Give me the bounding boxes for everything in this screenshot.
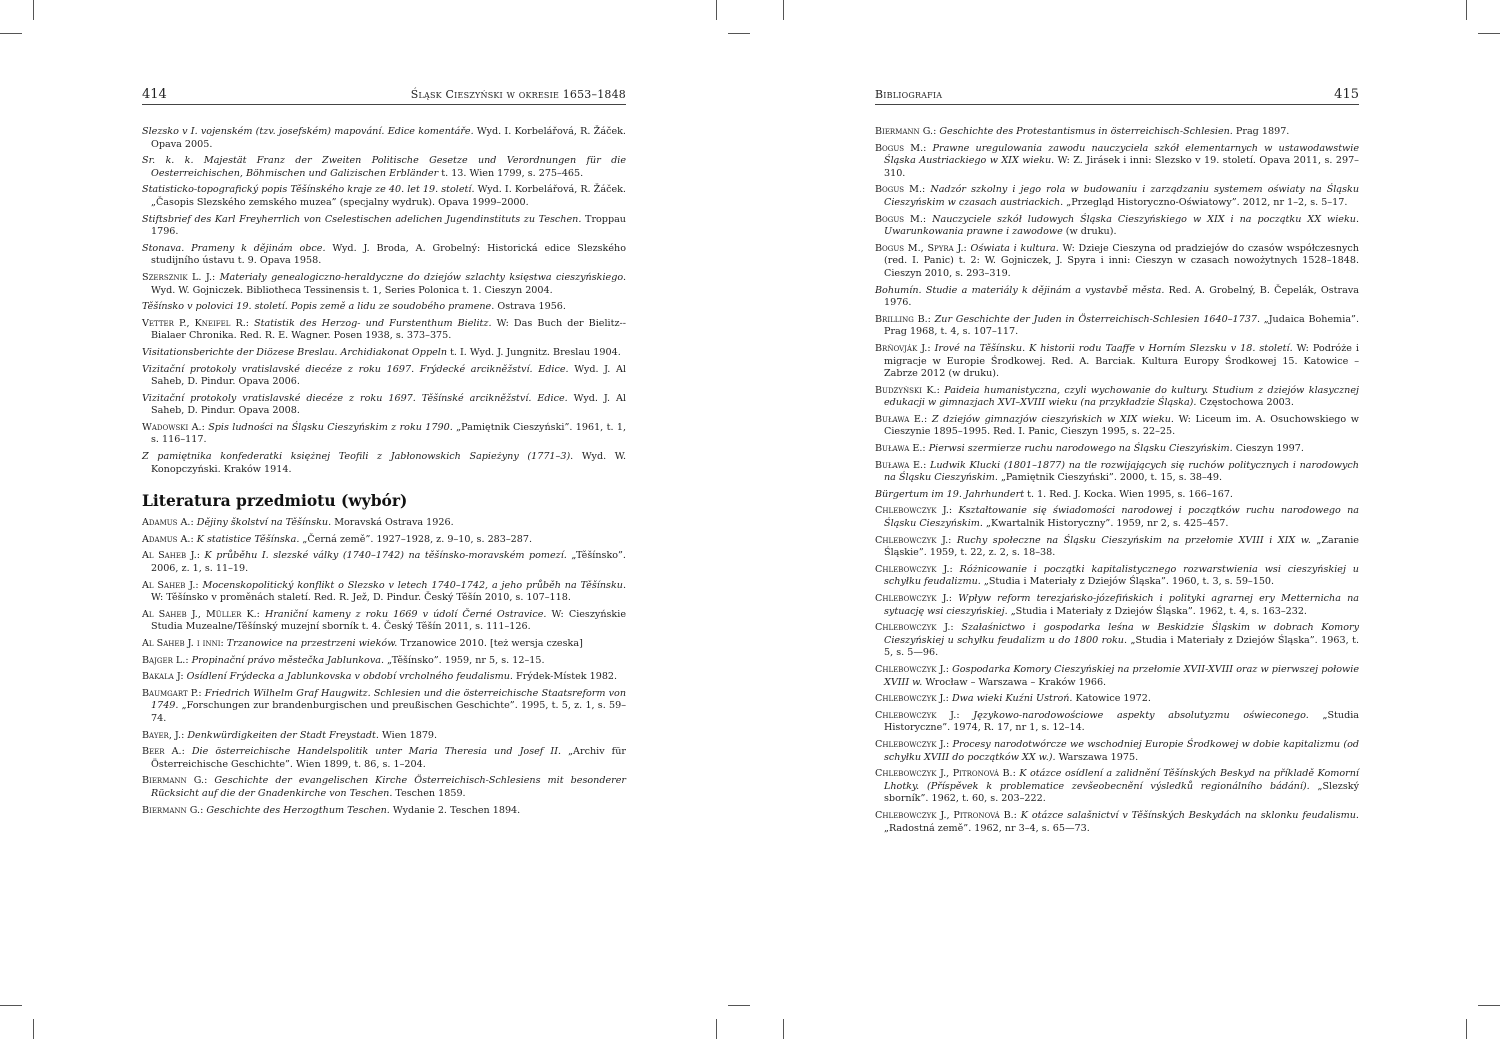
entry-author: Bayer, J.: <box>142 729 188 741</box>
crop-mark <box>716 0 717 20</box>
entry-author: Baumgart P.: <box>142 687 205 699</box>
entry-title: K průběhu I. slezské války (1740–1742) na těšínsko-moravském pomezí. <box>204 550 567 562</box>
entry-author: Chlebowczyk J.: <box>875 693 952 705</box>
entry-title: K otázce salašnictví v Těšínských Beskydách na sklonku feudalismu. <box>1020 809 1359 821</box>
entry-author: Buława E.: <box>875 443 929 455</box>
entry-details: Wien 1879. <box>378 729 438 741</box>
bibliography-entry <box>875 214 1359 239</box>
bibliography-entry <box>142 775 626 800</box>
entry-title: Dwa wieki Kuźni Ustroń. <box>951 693 1073 705</box>
entry-author: Vetter P., Kneifel R.: <box>142 317 255 329</box>
entry-title: Mocenskopolitický konflikt o Slezsko v letech 1740–1742, a jeho průběh na Těšínsku. <box>202 579 626 591</box>
entry-title: Materiały genealogiczno-heraldyczne do dziejów szlachty księstwa cieszyńskiego. <box>219 271 627 283</box>
crop-mark <box>728 1005 750 1006</box>
crop-mark <box>1478 1005 1500 1006</box>
entry-title: Paideia humanistyczna, czyli wychowanie do kultury. Studium z dziejów klasycznej edukacji w gimnazjach XVI–XVIII wieku (na przykładzie Śląska). <box>884 384 1359 409</box>
entry-details: „Archiv für Österreichische Geschichte”. Wien 1899, t. 86, s. 1–204. <box>151 746 626 770</box>
entry-title: K otázce osídlení a zalidnění Těšínských Beskyd na příkladě Komorní Lhotky. (Příspěvek k problematice zevšeobecnění výsledků regionálního bádání). <box>884 768 1359 792</box>
entry-author: Brňovják J.: <box>875 342 935 354</box>
entry-details: W: Dzieje Cieszyna od pradziejów do czasów współczesnych (red. I. Panic) t. 2: W. Gojniczek, J. Spyra i inni: Cieszyn w czasach nowożytnych 1528–1848. Cieszyn 2010, s. 293–319. <box>884 242 1359 279</box>
entry-details: Wydanie 2. Teschen 1894. <box>389 804 521 816</box>
entry-title: Oświata i kultura. <box>970 242 1059 254</box>
entry-author: Adamus A.: <box>142 517 197 529</box>
entry-author: Biermann G.: <box>875 126 940 137</box>
entry-author: Bogus M., Spyra J.: <box>875 242 971 254</box>
entry-title: Stonava. Prameny k dějinám obce. <box>142 242 326 254</box>
entry-author: Bogus M.: <box>875 184 931 196</box>
entry-author: Chlebowczyk J.: <box>875 738 953 750</box>
entry-author: Buława E.: <box>875 413 932 425</box>
bibliography-entry <box>142 155 626 180</box>
running-title: Bibliografia <box>875 88 943 101</box>
entry-details: Wyd. J. Al Saheb, D. Pindur. Opava 2008. <box>151 392 626 417</box>
entry-details: „Judaica Bohemia”. Prag 1968, t. 4, s. 107–117. <box>884 313 1359 338</box>
bibliography-entry <box>875 460 1359 485</box>
bibliography-entry <box>875 622 1359 660</box>
bibliography-entry <box>875 664 1359 689</box>
bibliography-entry <box>875 768 1359 806</box>
entry-author: Al Saheb J. i inni: <box>142 638 227 649</box>
entry-details: W: Z. Jirásek i inni: Slezsko v 19. století. Opava 2011, s. 297–310. <box>884 155 1359 179</box>
bibliography-entry <box>142 364 626 389</box>
crop-mark <box>1478 33 1500 34</box>
entry-title: Vizitační protokoly vratislavské diecéze z roku 1697. Těšínské arcikněžství. Edice. <box>142 392 568 404</box>
entry-title: Vizitační protokoly vratislavské diecéze z roku 1697. Frýdecké arcikněžství. Edice. <box>142 363 569 375</box>
entry-author: Biermann G.: <box>142 775 215 787</box>
crop-mark <box>1466 0 1467 20</box>
bibliography-entry <box>875 314 1359 339</box>
bibliography-entry <box>142 243 626 268</box>
entry-title: Nadzór szkolny i jego rola w budowaniu i zarządzaniu systemem oświaty na Śląsku Cieszyńskim w czasach austriackich. <box>884 184 1360 208</box>
entry-title: Z dziejów gimnazjów cieszyńskich w XIX wieku. <box>931 413 1174 425</box>
entry-title: Pierwsi szermierze ruchu narodowego na Śląsku Cieszyńskim. <box>928 443 1233 455</box>
entry-title: Sr. k. k. Majestät Franz der Zweiten Politische Gesetze und Verordnungen für die Oesterreichischen, Böhmischen und Galizischen Erbländer <box>142 155 626 179</box>
entry-title: Hraniční kameny z roku 1669 v údolí Černé Ostravice. <box>264 608 547 620</box>
bibliography-entry <box>875 143 1359 181</box>
bibliography-entry <box>875 285 1359 310</box>
bibliography-entry <box>875 535 1359 560</box>
entry-title: Spis ludności na Śląsku Cieszyńskim z roku 1790. <box>208 421 453 433</box>
entry-title: K statistice Těšínska. <box>196 533 300 545</box>
entry-details: Wyd. W. Gojniczek. Bibliotheca Tessinensis t. 1, Series Polonica t. 1. Cieszyn 2004. <box>151 284 553 296</box>
crop-mark <box>0 33 22 34</box>
bibliography-entry <box>875 739 1359 764</box>
bibliography-entry <box>875 414 1359 439</box>
literature-list <box>875 126 1359 835</box>
entry-author: Szersznik L. J.: <box>142 271 220 283</box>
entry-title: Propinační právo městečka Jablunkova. <box>191 654 385 666</box>
entry-title: Gospodarka Komory Cieszyńskiej na przełomie XVII-XVIII oraz w pierwszej połowie XVIII w. <box>884 663 1359 688</box>
bibliography-entry <box>875 184 1359 209</box>
entry-author: Bogus M.: <box>875 142 933 154</box>
bibliography-column <box>875 126 1359 839</box>
bibliography-entry <box>875 385 1359 410</box>
entry-title: Geschichte der evangelischen Kirche Österreichisch-Schlesiens mit besonderer Rücksicht auf die der Gnadenkirche von Teschen. <box>151 775 626 799</box>
page-number: 415 <box>1334 87 1359 102</box>
entry-title: Geschichte des Protestantismus in österreichisch-Schlesien. <box>939 126 1233 137</box>
entry-details: Moravská Ostrava 1926. <box>331 517 454 529</box>
entry-details: „Pamiętnik Cieszyński”. 2000, t. 15, s. 38–49. <box>997 472 1222 484</box>
entry-author: Chlebowczyk J., Pitronová B.: <box>875 768 1020 780</box>
bibliography-entry <box>142 184 626 209</box>
entry-details: W: Das Buch der Bielitz--Bialaer Chronika. Red. R. E. Wagner. Posen 1938, s. 373–375. <box>151 317 627 342</box>
entry-title: Językowo-narodowościowe aspekty absolutyzmu oświeconego. <box>973 709 1309 721</box>
entry-author: Bakala J: <box>142 671 187 683</box>
bibliography-entry <box>875 343 1359 381</box>
crop-mark <box>783 1019 784 1039</box>
entry-author: Brilling B.: <box>875 313 935 325</box>
entry-title: Szałaśnictwo i gospodarka leśna w Beskidzie Śląskim w dobrach Komory Cieszyńskiej u schyłku feudalizm u do 1800 roku. <box>884 622 1359 646</box>
entry-title: Nauczyciele szkół ludowych Śląska Cieszyńskiego w XIX i na początku XX wieku. Uwarunkowania prawne i zawodowe <box>884 213 1360 238</box>
entry-author: Chlebowczyk J., Pitronová B.: <box>875 809 1021 821</box>
bibliography-entry <box>142 301 626 314</box>
left-page <box>142 0 626 1039</box>
entry-details: Prag 1897. <box>1232 126 1290 137</box>
entry-details: Katowice 1972. <box>1072 693 1151 705</box>
entry-details: „Kwartalnik Historyczny”. 1959, nr 2, s. 425–457. <box>982 518 1229 530</box>
page-header <box>142 84 626 105</box>
entry-details: „Przegląd Historyczno-Oświatowy”. 2012, nr 1–2, s. 5–17. <box>1063 196 1348 208</box>
entry-details: Wyd. I. Korbelářová, R. Žáček. „Časopis Slezského zemského muzea” (specjalny wydruk). Opava 1999–2000. <box>151 184 626 208</box>
page-number: 414 <box>142 87 167 102</box>
entry-author: Chlebowczyk J.: <box>875 663 953 675</box>
entry-details: Red. A. Grobelný, B. Čepelák, Ostrava 1976. <box>884 284 1359 309</box>
bibliography-entry <box>875 810 1359 835</box>
entry-details: W: Cieszyńskie Studia Muzealne/Těšínský muzejní sborník t. 4. Český Těšín 2011, s. 111–126. <box>151 608 626 633</box>
bibliography-entry <box>142 534 626 547</box>
bibliography-entry <box>875 710 1359 735</box>
entry-author: Chlebowczyk J.: <box>875 563 960 575</box>
entry-details: Frýdek-Místek 1982. <box>512 671 618 683</box>
crop-mark <box>783 0 784 20</box>
entry-title: Stiftsbrief des Karl Freyherrlich von Cselestischen adelichen Jugendinstituts zu Teschen. <box>142 213 582 225</box>
sources-list <box>142 126 626 476</box>
bibliography-entry <box>142 214 626 239</box>
running-title: Śląsk Cieszyński w okresie 1653–1848 <box>410 88 626 101</box>
entry-details: „Slezský sborník”. 1962, t. 60, s. 203–222. <box>884 780 1359 805</box>
bibliography-entry <box>875 489 1359 502</box>
bibliography-entry <box>875 693 1359 706</box>
literature-list <box>142 517 626 817</box>
bibliography-entry <box>142 550 626 575</box>
entry-details: W: Podróże i migracje w Europie Środkowej. Red. A. Barciak. Kultura Europy Środkowej 15. Katowice – Zabrze 2012 (w druku). <box>884 342 1359 380</box>
entry-title: Dějiny školství na Těšínsku. <box>196 517 332 529</box>
entry-title: Procesy narodotwórcze we wschodniej Europie Środkowej w dobie kapitalizmu (od schyłku XVIII do początków XX w.). <box>884 738 1359 763</box>
crop-mark <box>716 1019 717 1039</box>
bibliography-entry <box>142 422 626 447</box>
entry-details: „Forschungen zur brandenburgischen und preußischen Geschichte”. 1995, t. 5, z. 1, s. 59–74. <box>151 700 626 724</box>
entry-title: Denkwürdigkeiten der Stadt Freystadt. <box>187 729 379 741</box>
entry-title: Z pamiętnika konfederatki księżnej Teofili z Jabłonowskich Sapieżyny (1771–3). <box>142 451 574 463</box>
bibliography-entry <box>142 609 626 634</box>
entry-author: Budzyński K.: <box>875 384 945 396</box>
entry-title: Geschichte des Herzogthum Teschen. <box>206 804 390 816</box>
entry-title: Těšínsko v polovici 19. století. Popis země a lidu ze soudobého pramene. <box>142 301 495 313</box>
entry-title: Ruchy społeczne na Śląsku Cieszyńskim na przełomie XVIII i XIX w. <box>956 534 1311 546</box>
bibliography-entry <box>142 517 626 530</box>
entry-details: Wyd. J. Broda, A. Grobelný: Historická edice Slezského studijního ústavu t. 9. Opava 1958. <box>151 242 626 267</box>
bibliography-entry <box>142 393 626 418</box>
crop-mark <box>1466 1019 1467 1039</box>
entry-title: Różnicowanie i początki kapitalistycznego rozwarstwienia wsi cieszyńskiej u schyłku feudalizmu. <box>884 563 1359 588</box>
entry-author: Chlebowczyk J.: <box>875 505 959 517</box>
bibliography-entry <box>142 805 626 818</box>
entry-title: Visitationsberichte der Diözese Breslau. Archidiakonat Oppeln <box>142 346 448 358</box>
entry-title: Prawne uregulowania zawodu nauczyciela szkół elementarnych w ustawodawstwie Śląska Austriackiego w XIX wieku. <box>884 142 1360 167</box>
entry-title: Statistik des Herzog- und Furstenthum Bielitz. <box>254 317 492 329</box>
entry-title: Slezsko v I. vojenském (tzv. josefském) mapování. Edice komentáře. <box>142 126 474 137</box>
entry-details: t. 1. Red. J. Kocka. Wien 1995, s. 166–167. <box>1024 488 1233 500</box>
entry-title: Trzanowice na przestrzeni wieków. <box>226 638 398 649</box>
entry-author: Adamus A.: <box>142 533 197 545</box>
entry-details: Wyd. I. Korbelářová, R. Žáček. Opava 2005. <box>151 126 626 150</box>
entry-title: Bohumín. Studie a materiály k dějinám a vystavbě města. <box>875 284 1165 296</box>
entry-author: Al Saheb J.: <box>142 550 205 562</box>
page-header <box>875 84 1359 105</box>
bibliography-entry <box>142 580 626 605</box>
entry-details: „Studia Historyczne”. 1974, R. 17, nr 1, s. 12–14. <box>884 709 1359 734</box>
entry-title: Wpływ reform terezjańsko-józefińskich i polityki agrarnej ery Metternicha na sytuację wsi cieszyńskiej. <box>884 593 1360 617</box>
crop-mark <box>0 1005 22 1006</box>
entry-details: Cieszyn 1997. <box>1232 443 1304 455</box>
entry-author: Beer A.: <box>142 746 192 758</box>
entry-author: Buława E.: <box>875 459 931 471</box>
bibliography-entry <box>875 505 1359 530</box>
entry-author: Wadowski A.: <box>142 421 209 433</box>
entry-details: W: Liceum im. A. Osuchowskiego w Cieszynie 1895–1995. Red. I. Panic, Cieszyn 1995, s. 22–25. <box>884 413 1359 438</box>
right-page <box>875 0 1359 1039</box>
bibliography-entry <box>142 655 626 668</box>
entry-details: t. 13. Wien 1799, s. 275–465. <box>438 167 584 179</box>
bibliography-entry <box>142 451 626 476</box>
entry-author: Bajger L.: <box>142 654 192 666</box>
entry-details: „Těšínsko”. 1959, nr 5, s. 12–15. <box>384 654 545 666</box>
bibliography-entry <box>875 564 1359 589</box>
entry-title: Ludwik Klucki (1801–1877) na tle rozwijających się ruchów politycznych i narodowych na Śląsku Cieszyńskim. <box>884 459 1359 484</box>
entry-details: „Zaranie Śląskie”. 1959, t. 22, z. 2, s. 18–38. <box>884 534 1359 559</box>
entry-title: Friedrich Wilhelm Graf Haugwitz. Schlesien und die österreichische Staatsreform von 1749. <box>151 687 627 712</box>
entry-author: Al Saheb J.: <box>142 579 203 591</box>
entry-details: Wrocław – Warszawa – Kraków 1966. <box>922 676 1107 688</box>
entry-title: Bürgertum im 19. Jahrhundert <box>875 488 1025 500</box>
entry-author: Chlebowczyk J.: <box>875 593 959 604</box>
bibliography-entry <box>142 671 626 684</box>
entry-title: Zur Geschichte der Juden in Österreichisch-Schlesien 1640–1737. <box>934 313 1261 325</box>
entry-details: Teschen 1859. <box>392 787 466 799</box>
entry-title: Kształtowanie się świadomości narodowej i początków ruchu narodowego na Śląsku Cieszyńskim. <box>884 505 1359 530</box>
entry-title: Die österreichische Handelspolitik unter Maria Theresia und Josef II. <box>191 746 562 758</box>
entry-details: „Studia i Materiały z Dziejów Śląska”. 1962, t. 4, s. 163–232. <box>1007 605 1307 617</box>
bibliography-entry <box>875 443 1359 456</box>
entry-details: „Pamiętnik Cieszyński”. 1961, t. 1, s. 116–117. <box>151 421 627 446</box>
bibliography-entry <box>875 593 1359 618</box>
bibliography-entry <box>142 746 626 771</box>
entry-title: Osídlení Frýdecka a Jablunkovska v období vrcholného feudalismu. <box>186 671 513 683</box>
entry-details: „Radostná země”. 1962, nr 3–4, s. 65—73. <box>884 822 1090 834</box>
bibliography-entry <box>142 318 626 343</box>
entry-author: Al Saheb J., Müller K.: <box>142 608 265 620</box>
entry-author: Biermann G.: <box>142 804 207 816</box>
section-heading: Literatura przedmiotu (wybór) <box>142 491 408 511</box>
entry-details: Częstochowa 2003. <box>1196 397 1294 409</box>
bibliography-column <box>142 126 626 821</box>
entry-details: Ostrava 1956. <box>494 301 566 313</box>
bibliography-entry <box>142 272 626 297</box>
crop-mark <box>33 1019 34 1039</box>
entry-details: Troppau 1796. <box>151 213 626 238</box>
bibliography-entry <box>142 688 626 726</box>
entry-details: t. I. Wyd. J. Jungnitz. Breslau 1904. <box>447 346 621 358</box>
entry-author: Bogus M.: <box>875 213 933 225</box>
bibliography-entry <box>875 243 1359 281</box>
crop-mark <box>728 33 750 34</box>
entry-details: W: Těšínsko v proměnách staletí. Red. R. Jež, D. Pindur. Český Těšín 2010, s. 107–118. <box>151 592 571 604</box>
entry-author: Chlebowczyk J.: <box>875 709 974 721</box>
entry-details: Warszawa 1975. <box>1055 751 1139 763</box>
bibliography-entry <box>142 638 626 651</box>
entry-details: „Studia i Materiały z Dziejów Śląska”. 1963, t. 5, s. 5—96. <box>884 634 1359 659</box>
entry-details: Wyd. W. Konopczyński. Kraków 1914. <box>151 451 626 475</box>
bibliography-entry <box>875 126 1359 139</box>
entry-details: „Těšínsko”. 2006, z. 1, s. 11–19. <box>151 550 626 575</box>
entry-author: Chlebowczyk J.: <box>875 534 957 546</box>
entry-title: Statisticko-topografický popis Těšínského kraje ze 40. let 19. století. <box>142 184 475 196</box>
crop-mark <box>33 0 34 20</box>
bibliography-entry <box>142 347 626 360</box>
entry-details: „Černá země”. 1927–1928, z. 9–10, s. 283–287. <box>299 533 533 545</box>
entry-details: Trzanowice 2010. [też wersja czeska] <box>397 638 583 649</box>
entry-details: „Studia i Materiały z Dziejów Śląska”. 1960, t. 3, s. 59–150. <box>980 576 1275 588</box>
entry-author: Chlebowczyk J.: <box>875 622 962 634</box>
entry-details: (w druku). <box>1062 226 1117 238</box>
entry-title: Irové na Těšínsku. K historii rodu Taaffe v Horním Slezsku v 18. století. <box>934 342 1293 354</box>
bibliography-entry <box>142 126 626 151</box>
entry-details: Wyd. J. Al Saheb, D. Pindur. Opava 2006. <box>151 363 626 388</box>
bibliography-entry <box>142 730 626 743</box>
